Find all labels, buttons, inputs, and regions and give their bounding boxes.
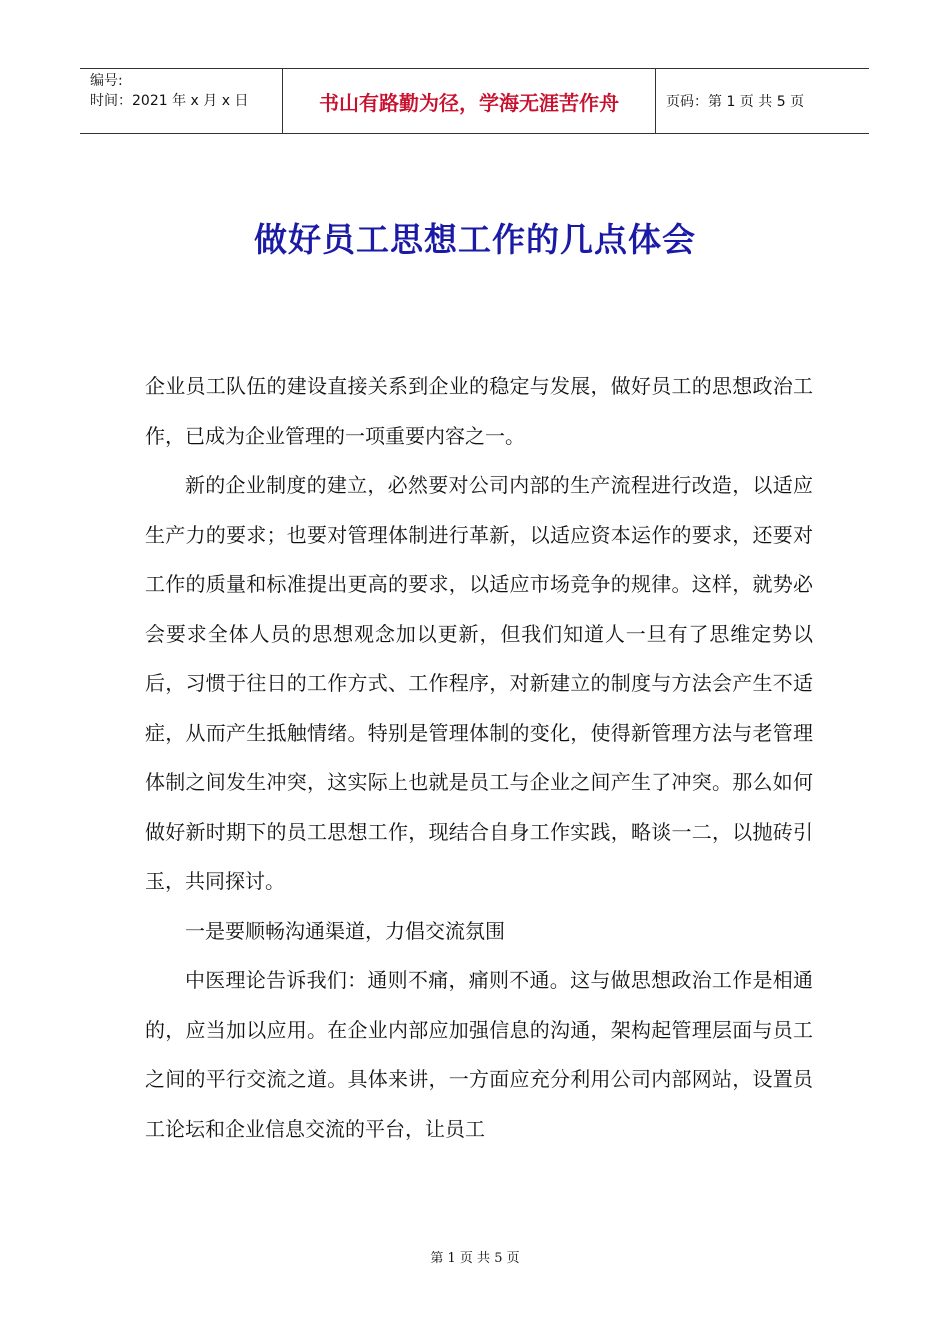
date-label: 时间：2021 年 x 月 x 日 xyxy=(90,93,249,109)
paragraph: 新的企业制度的建立，必然要对公司内部的生产流程进行改造，以适应生产力的要求；也要对管理体制进行革新，以适应资本运作的要求，还要对工作的质量和标准提出更高的要求，以适应市场竞争的规律。这样，就势必会要求全体人员的思想观念加以更新，但我们知道人一旦有了思维定势以后，习惯于往日的工作方式、工作程序，对新建立的制度与方法会产生不适症，从而产生抵触情绪。特别是管理体制的变化，使得新管理方法与老管理体制之间发生冲突，这实际上也就是员工与企业之间产生了冲突。那么如何做好新时期下的员工思想工作，现结合自身工作实践，略谈一二，以抛砖引玉，共同探讨。 xyxy=(145,473,813,893)
document-body xyxy=(145,362,813,1154)
paragraph: 企业员工队伍的建设直接关系到企业的稳定与发展，做好员工的思想政治工作，已成为企业管理的一项重要内容之一。 xyxy=(145,374,813,448)
document-header xyxy=(80,68,869,134)
header-motto: 书山有路勤为径，学海无涯苦作舟 xyxy=(282,69,656,133)
serial-number-label: 编号: xyxy=(90,73,123,89)
paragraph: 中医理论告诉我们：通则不痛，痛则不通。这与做思想政治工作是相通的，应当加以应用。在企业内部应加强信息的沟通，架构起管理层面与员工之间的平行交流之道。具体来讲，一方面应充分利用公司内部网站，设置员工论坛和企业信息交流的平台，让员工 xyxy=(145,968,813,1141)
section-heading: 一是要顺畅沟通渠道，力倡交流氛围 xyxy=(185,918,505,943)
page-footer: 第 1 页 共 5 页 xyxy=(430,1251,520,1266)
document-title: 做好员工思想工作的几点体会 xyxy=(254,220,696,259)
header-meta xyxy=(80,69,282,133)
header-page-info: 页码：第 1 页 共 5 页 xyxy=(666,94,805,110)
